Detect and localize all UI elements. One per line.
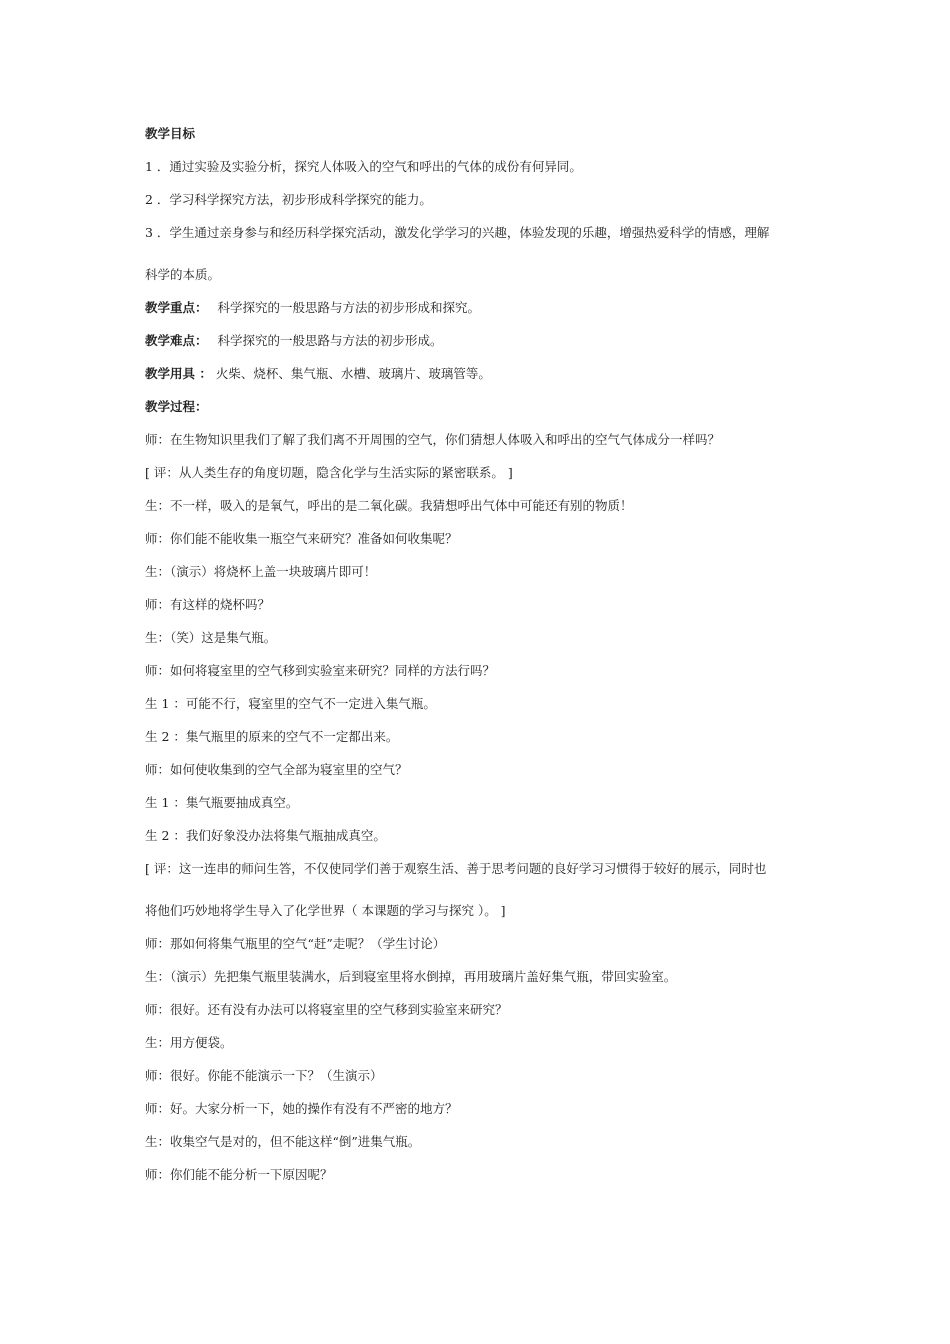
teaching-difficulty bbox=[145, 331, 825, 351]
comment-line-continuation: 将他们巧妙地将学生导入了化学世界（ 本课题的学习与探究 ）。 ] bbox=[145, 903, 506, 918]
comment-line: [ 评：从人类生存的角度切题，隐含化学与生活实际的紧密联系。 ] bbox=[145, 465, 513, 480]
teaching-focus-text: 科学探究的一般思路与方法的初步形成和探究。 bbox=[217, 300, 481, 315]
dialogue-line: 生：不一样，吸入的是氧气，呼出的是二氧化碳。我猜想呼出气体中可能还有别的物质！ bbox=[145, 498, 633, 513]
dialogue-line: 生：（演示）先把集气瓶里装满水，后到寝室里将水倒掉，再用玻璃片盖好集气瓶，带回实验室。 bbox=[145, 969, 677, 984]
dialogue-line: 师：你们能不能收集一瓶空气来研究？准备如何收集呢？ bbox=[145, 531, 458, 546]
goal-item: 2 ．学习科学探究方法，初步形成科学探究的能力。 bbox=[145, 192, 432, 207]
teaching-tools-label: 教学用具 ： bbox=[145, 366, 212, 381]
dialogue-line: 生 2 ：我们好象没办法将集气瓶抽成真空。 bbox=[145, 828, 386, 843]
dialogue-line: 生：（笑）这是集气瓶。 bbox=[145, 630, 277, 645]
goal-item-continuation: 科学的本质。 bbox=[145, 267, 221, 282]
dialogue-line: 生 2 ：集气瓶里的原来的空气不一定都出来。 bbox=[145, 729, 399, 744]
dialogue-line: 师：你们能不能分析一下原因呢？ bbox=[145, 1167, 333, 1182]
heading-teaching-goals: 教学目标 bbox=[145, 126, 196, 141]
teaching-tools bbox=[145, 364, 825, 384]
goal-item: 1 ．通过实验及实验分析，探究人体吸入的空气和呼出的气体的成份有何异同。 bbox=[145, 159, 582, 174]
dialogue-line: 师：那如何将集气瓶里的空气“赶”走呢？（学生讨论） bbox=[145, 936, 446, 951]
dialogue-line: 生 1 ：可能不行，寝室里的空气不一定进入集气瓶。 bbox=[145, 696, 436, 711]
dialogue-line: 师：如何使收集到的空气全部为寝室里的空气？ bbox=[145, 762, 408, 777]
dialogue-line: 生：收集空气是对的，但不能这样“倒”进集气瓶。 bbox=[145, 1134, 421, 1149]
teaching-difficulty-text: 科学探究的一般思路与方法的初步形成。 bbox=[217, 333, 443, 348]
goal-item: 3 ．学生通过亲身参与和经历科学探究活动，激发化学学习的兴趣，体验发现的乐趣，增强热爱科学的情感，理解 bbox=[145, 225, 770, 240]
dialogue-line: 师：很好。还有没有办法可以将寝室里的空气移到实验室来研究？ bbox=[145, 1002, 508, 1017]
dialogue-line: 生：（演示）将烧杯上盖一块玻璃片即可！ bbox=[145, 564, 377, 579]
dialogue-line: 生 1 ：集气瓶要抽成真空。 bbox=[145, 795, 299, 810]
document-body bbox=[145, 124, 825, 1198]
dialogue-line: 师：在生物知识里我们了解了我们离不开周围的空气，你们猜想人体吸入和呼出的空气气体成分一样吗？ bbox=[145, 432, 721, 447]
comment-line: [ 评：这一连串的师问生答，不仅使同学们善于观察生活、善于思考问题的良好学习习惯得于较好的展示，同时也 bbox=[145, 861, 767, 876]
dialogue-line: 师：如何将寝室里的空气移到实验室来研究？同样的方法行吗？ bbox=[145, 663, 496, 678]
teaching-focus-label: 教学重点： bbox=[145, 300, 208, 315]
dialogue-line: 师：好。大家分析一下，她的操作有没有不严密的地方？ bbox=[145, 1101, 458, 1116]
dialogue-line: 师：很好。你能不能演示一下？（生演示） bbox=[145, 1068, 383, 1083]
dialogue-line: 师：有这样的烧杯吗？ bbox=[145, 597, 271, 612]
teaching-focus bbox=[145, 298, 825, 318]
heading-teaching-process: 教学过程： bbox=[145, 399, 208, 414]
dialogue-line: 生：用方便袋。 bbox=[145, 1035, 233, 1050]
teaching-difficulty-label: 教学难点： bbox=[145, 333, 208, 348]
teaching-tools-text: 火柴、烧杯、集气瓶、水槽、玻璃片、玻璃管等。 bbox=[215, 366, 491, 381]
